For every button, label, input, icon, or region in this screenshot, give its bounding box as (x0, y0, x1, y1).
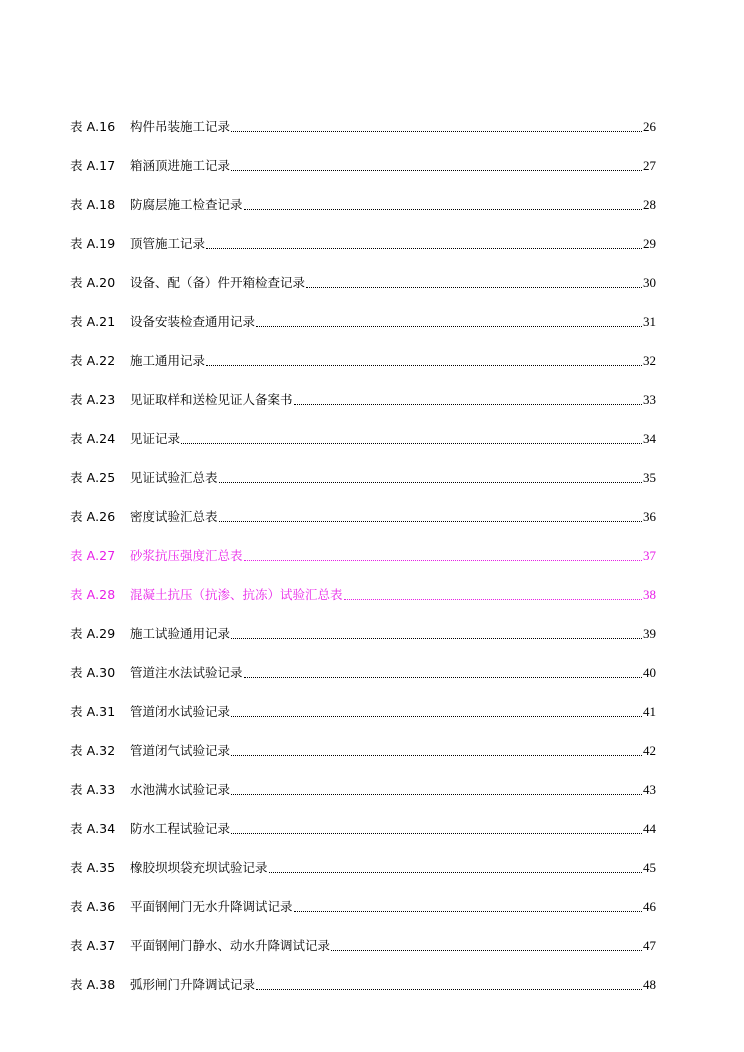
toc-entry-page: 26 (643, 119, 656, 134)
toc-dot-leader (206, 247, 642, 249)
toc-dot-leader (256, 325, 642, 327)
toc-entry-表-a-37[interactable] (70, 916, 656, 955)
toc-entry-表-a-35[interactable] (70, 838, 656, 877)
toc-entry-number: 表 A.22 (70, 353, 116, 368)
toc-entry-page: 42 (643, 743, 656, 758)
toc-entry-number: 表 A.23 (70, 392, 116, 407)
toc-entry-number: 表 A.18 (70, 197, 116, 212)
toc-entry-title: 见证取样和送检见证人备案书 (130, 392, 293, 407)
toc-dot-leader (269, 871, 642, 873)
toc-entry-number: 表 A.26 (70, 509, 116, 524)
toc-entry-表-a-18[interactable] (70, 175, 656, 214)
toc-dot-leader (344, 598, 642, 600)
toc-dot-leader (219, 481, 642, 483)
toc-entry-number: 表 A.37 (70, 938, 116, 953)
toc-entry-page: 44 (643, 821, 656, 836)
toc-entry-title: 防腐层施工检查记录 (130, 197, 243, 212)
toc-dot-leader (306, 286, 642, 288)
toc-entry-page: 47 (643, 938, 656, 953)
toc-entry-number: 表 A.38 (70, 977, 116, 992)
toc-entry-title: 箱涵顶进施工记录 (130, 158, 231, 173)
toc-dot-leader (181, 442, 642, 444)
toc-entry-page: 34 (643, 431, 656, 446)
toc-entry-title: 设备安装检查通用记录 (130, 314, 256, 329)
toc-entry-title: 见证记录 (130, 431, 181, 446)
toc-entry-title: 设备、配（备）件开箱检查记录 (130, 275, 306, 290)
toc-entry-number: 表 A.33 (70, 782, 116, 797)
toc-dot-leader (231, 754, 642, 756)
toc-entry-表-a-26[interactable] (70, 487, 656, 526)
toc-entry-title: 管道闭水试验记录 (130, 704, 231, 719)
toc-entry-page: 40 (643, 665, 656, 680)
toc-dot-leader (331, 949, 642, 951)
toc-entry-表-a-36[interactable] (70, 877, 656, 916)
toc-entry-表-a-20[interactable] (70, 253, 656, 292)
toc-entry-title: 顶管施工记录 (130, 236, 206, 251)
toc-entry-page: 35 (643, 470, 656, 485)
toc-entry-page: 31 (643, 314, 656, 329)
toc-dot-leader (231, 832, 642, 834)
toc-dot-leader (244, 559, 642, 561)
toc-entry-title: 混凝土抗压（抗渗、抗冻）试验汇总表 (130, 587, 343, 602)
toc-entry-表-a-27[interactable] (70, 526, 656, 565)
toc-dot-leader (231, 637, 642, 639)
toc-entry-表-a-34[interactable] (70, 799, 656, 838)
toc-dot-leader (231, 130, 642, 132)
toc-entry-number: 表 A.16 (70, 119, 116, 134)
toc-entry-number: 表 A.20 (70, 275, 116, 290)
toc-entry-page: 46 (643, 899, 656, 914)
toc-entry-表-a-22[interactable] (70, 331, 656, 370)
toc-entry-表-a-32[interactable] (70, 721, 656, 760)
toc-entry-number: 表 A.35 (70, 860, 116, 875)
toc-dot-leader (219, 520, 642, 522)
toc-entry-表-a-29[interactable] (70, 604, 656, 643)
toc-entry-number: 表 A.29 (70, 626, 116, 641)
toc-entry-表-a-19[interactable] (70, 214, 656, 253)
toc-entry-number: 表 A.17 (70, 158, 116, 173)
toc-entry-title: 施工通用记录 (130, 353, 206, 368)
toc-entry-表-a-38[interactable] (70, 955, 656, 994)
toc-entry-number: 表 A.34 (70, 821, 116, 836)
toc-entry-page: 33 (643, 392, 656, 407)
toc-entry-page: 39 (643, 626, 656, 641)
toc-dot-leader (244, 676, 642, 678)
toc-entry-number: 表 A.24 (70, 431, 116, 446)
toc-entry-title: 施工试验通用记录 (130, 626, 231, 641)
toc-entry-表-a-24[interactable] (70, 409, 656, 448)
toc-entry-title: 弧形闸门升降调试记录 (130, 977, 256, 992)
toc-entry-表-a-28[interactable] (70, 565, 656, 604)
toc-dot-leader (231, 715, 642, 717)
toc-entry-page: 30 (643, 275, 656, 290)
toc-entry-表-a-25[interactable] (70, 448, 656, 487)
toc-entry-number: 表 A.27 (70, 548, 116, 563)
toc-entry-表-a-23[interactable] (70, 370, 656, 409)
toc-dot-leader (231, 169, 642, 171)
toc-entry-page: 41 (643, 704, 656, 719)
toc-entry-title: 管道闭气试验记录 (130, 743, 231, 758)
toc-entry-表-a-17[interactable] (70, 136, 656, 175)
table-of-contents (70, 97, 656, 994)
toc-entry-title: 水池满水试验记录 (130, 782, 231, 797)
toc-entry-page: 37 (643, 548, 656, 563)
toc-entry-表-a-30[interactable] (70, 643, 656, 682)
toc-entry-title: 构件吊装施工记录 (130, 119, 231, 134)
toc-entry-page: 27 (643, 158, 656, 173)
toc-entry-number: 表 A.28 (70, 587, 116, 602)
toc-dot-leader (231, 793, 642, 795)
toc-entry-page: 36 (643, 509, 656, 524)
toc-dot-leader (206, 364, 642, 366)
toc-entry-表-a-31[interactable] (70, 682, 656, 721)
toc-entry-number: 表 A.19 (70, 236, 116, 251)
toc-entry-表-a-33[interactable] (70, 760, 656, 799)
toc-entry-title: 平面钢闸门静水、动水升降调试记录 (130, 938, 331, 953)
toc-entry-title: 平面钢闸门无水升降调试记录 (130, 899, 293, 914)
toc-dot-leader (244, 208, 642, 210)
toc-entry-表-a-16[interactable] (70, 97, 656, 136)
toc-entry-number: 表 A.30 (70, 665, 116, 680)
toc-entry-number: 表 A.25 (70, 470, 116, 485)
toc-entry-title: 防水工程试验记录 (130, 821, 231, 836)
toc-entry-title: 橡胶坝坝袋充坝试验记录 (130, 860, 268, 875)
toc-entry-page: 43 (643, 782, 656, 797)
toc-entry-page: 38 (643, 587, 656, 602)
toc-entry-title: 密度试验汇总表 (130, 509, 218, 524)
toc-entry-number: 表 A.31 (70, 704, 116, 719)
toc-entry-title: 见证试验汇总表 (130, 470, 218, 485)
toc-entry-title: 砂浆抗压强度汇总表 (130, 548, 243, 563)
toc-entry-page: 32 (643, 353, 656, 368)
toc-entry-page: 48 (643, 977, 656, 992)
toc-entry-number: 表 A.32 (70, 743, 116, 758)
toc-entry-page: 28 (643, 197, 656, 212)
toc-entry-number: 表 A.21 (70, 314, 116, 329)
toc-entry-title: 管道注水法试验记录 (130, 665, 243, 680)
toc-entry-number: 表 A.36 (70, 899, 116, 914)
toc-dot-leader (256, 988, 642, 990)
toc-entry-page: 29 (643, 236, 656, 251)
toc-dot-leader (294, 403, 642, 405)
toc-entry-page: 45 (643, 860, 656, 875)
toc-entry-表-a-21[interactable] (70, 292, 656, 331)
toc-dot-leader (294, 910, 642, 912)
